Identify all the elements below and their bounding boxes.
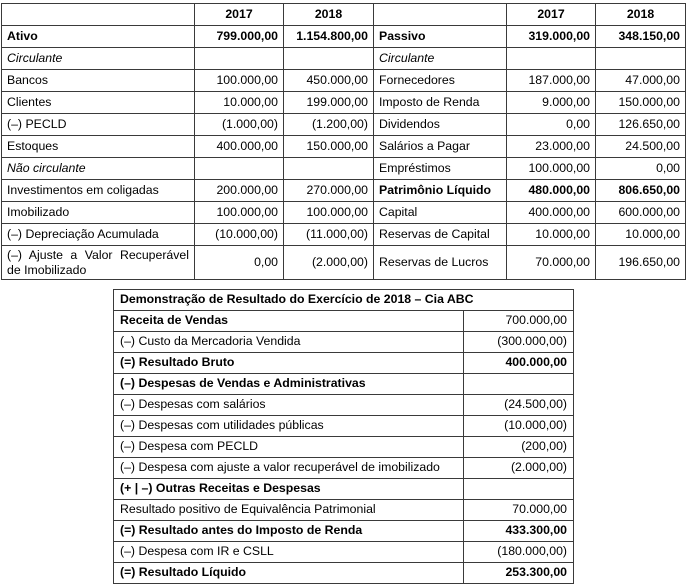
asset-value-2018-cell: (11.000,00) [284,224,374,246]
income-statement-row [114,395,574,416]
income-statement-description-cell: (=) Resultado Bruto [114,353,464,374]
income-statement-row [114,542,574,563]
asset-value-2018-cell: 270.000,00 [284,180,374,202]
income-statement-description-cell: (–) Custo da Mercadoria Vendida [114,332,464,353]
asset-label-cell: Circulante [2,48,195,70]
balance-sheet-row [2,26,686,48]
income-statement-row [114,458,574,479]
balance-sheet-body [2,4,686,280]
income-statement-row [114,437,574,458]
asset-value-2018-cell: (2.000,00) [284,246,374,280]
income-statement-description-cell: (–) Despesa com PECLD [114,437,464,458]
income-statement-description-cell: (–) Despesas com salários [114,395,464,416]
asset-value-2018-cell: 1.154.800,00 [284,26,374,48]
balance-sheet-row [2,92,686,114]
liability-value-2018-cell: 24.500,00 [596,136,686,158]
liability-value-2017-cell: 100.000,00 [507,158,596,180]
asset-value-2018-cell: (1.200,00) [284,114,374,136]
income-statement-body [114,290,574,584]
balance-sheet-header-row [2,4,686,26]
liability-value-2017-cell: 70.000,00 [507,246,596,280]
liability-value-2018-cell: 10.000,00 [596,224,686,246]
asset-value-2017-cell: 100.000,00 [195,70,284,92]
asset-year-2017-header: 2017 [195,4,284,26]
asset-value-2018-cell: 199.000,00 [284,92,374,114]
asset-label-cell: Não circulante [2,158,195,180]
liability-value-2018-cell [596,48,686,70]
asset-label-cell: Bancos [2,70,195,92]
asset-value-2017-cell: 0,00 [195,246,284,280]
asset-value-2017-cell: 100.000,00 [195,202,284,224]
liability-label-cell: Patrimônio Líquido [374,180,507,202]
income-statement-description-cell: (=) Resultado Líquido [114,563,464,584]
income-statement-value-cell: (180.000,00) [464,542,574,563]
income-statement-value-cell [464,374,574,395]
asset-value-2017-cell: 400.000,00 [195,136,284,158]
income-statement-value-cell: (10.000,00) [464,416,574,437]
liability-label-cell: Passivo [374,26,507,48]
income-statement-description-cell: Resultado positivo de Equivalência Patrimonial [114,500,464,521]
liability-year-2017-header: 2017 [507,4,596,26]
income-statement-title-row [114,290,574,311]
income-statement-row [114,374,574,395]
income-statement-row [114,353,574,374]
balance-sheet-container [1,3,685,280]
liability-value-2018-cell: 196.650,00 [596,246,686,280]
income-statement-value-cell: (200,00) [464,437,574,458]
asset-value-2018-cell: 150.000,00 [284,136,374,158]
balance-sheet-row [2,180,686,202]
income-statement-row [114,521,574,542]
income-statement-value-cell: 70.000,00 [464,500,574,521]
asset-value-2017-cell: 10.000,00 [195,92,284,114]
liability-label-cell: Capital [374,202,507,224]
liability-value-2017-cell: 480.000,00 [507,180,596,202]
income-statement-row [114,416,574,437]
income-statement-table [113,289,574,584]
balance-sheet-row [2,48,686,70]
income-statement-row [114,563,574,584]
liability-value-2017-cell: 23.000,00 [507,136,596,158]
balance-sheet-row [2,246,686,280]
income-statement-row [114,479,574,500]
income-statement-description-cell: (–) Despesas com utilidades públicas [114,416,464,437]
income-statement-description-cell: (–) Despesa com IR e CSLL [114,542,464,563]
income-statement-value-cell: 433.300,00 [464,521,574,542]
liability-label-cell: Dividendos [374,114,507,136]
asset-label-cell: Imobilizado [2,202,195,224]
income-statement-description-cell: (–) Despesa com ajuste a valor recuperável de imobilizado [114,458,464,479]
liability-value-2018-cell: 0,00 [596,158,686,180]
asset-value-2018-cell [284,158,374,180]
liability-value-2017-cell: 400.000,00 [507,202,596,224]
asset-value-2017-cell: 799.000,00 [195,26,284,48]
income-statement-value-cell: (300.000,00) [464,332,574,353]
asset-label-cell: (–) PECLD [2,114,195,136]
liability-label-cell: Circulante [374,48,507,70]
liability-value-2018-cell: 47.000,00 [596,70,686,92]
liability-year-2018-header: 2018 [596,4,686,26]
asset-header-blank [2,4,195,26]
asset-value-2017-cell [195,48,284,70]
income-statement-title: Demonstração de Resultado do Exercício de 2018 – Cia ABC [114,290,574,311]
liability-label-cell: Reservas de Capital [374,224,507,246]
income-statement-row [114,332,574,353]
asset-value-2017-cell: 200.000,00 [195,180,284,202]
liability-value-2018-cell: 600.000,00 [596,202,686,224]
balance-sheet-table [1,3,686,280]
income-statement-row [114,311,574,332]
liability-value-2018-cell: 348.150,00 [596,26,686,48]
income-statement-container [113,289,574,584]
asset-value-2018-cell [284,48,374,70]
income-statement-description-cell: Receita de Vendas [114,311,464,332]
asset-year-2018-header: 2018 [284,4,374,26]
balance-sheet-row [2,136,686,158]
liability-label-cell: Fornecedores [374,70,507,92]
liability-label-cell: Imposto de Renda [374,92,507,114]
asset-label-cell: Clientes [2,92,195,114]
liability-value-2018-cell: 806.650,00 [596,180,686,202]
liability-value-2017-cell: 319.000,00 [507,26,596,48]
liability-label-cell: Reservas de Lucros [374,246,507,280]
liability-value-2017-cell [507,48,596,70]
liability-value-2018-cell: 126.650,00 [596,114,686,136]
income-statement-value-cell: 400.000,00 [464,353,574,374]
liability-value-2017-cell: 9.000,00 [507,92,596,114]
asset-label-cell: Ativo [2,26,195,48]
income-statement-description-cell: (=) Resultado antes do Imposto de Renda [114,521,464,542]
asset-label-cell: Estoques [2,136,195,158]
income-statement-value-cell: (24.500,00) [464,395,574,416]
income-statement-description-cell: (+ | –) Outras Receitas e Despesas [114,479,464,500]
income-statement-value-cell [464,479,574,500]
asset-value-2017-cell: (1.000,00) [195,114,284,136]
asset-value-2018-cell: 100.000,00 [284,202,374,224]
liability-value-2017-cell: 10.000,00 [507,224,596,246]
income-statement-row [114,500,574,521]
balance-sheet-row [2,158,686,180]
liability-label-cell: Salários a Pagar [374,136,507,158]
asset-value-2017-cell [195,158,284,180]
liability-value-2017-cell: 0,00 [507,114,596,136]
asset-label-cell: (–) Depreciação Acumulada [2,224,195,246]
balance-sheet-row [2,70,686,92]
liability-value-2017-cell: 187.000,00 [507,70,596,92]
balance-sheet-row [2,224,686,246]
income-statement-value-cell: (2.000,00) [464,458,574,479]
liability-header-blank [374,4,507,26]
balance-sheet-row [2,114,686,136]
liability-value-2018-cell: 150.000,00 [596,92,686,114]
income-statement-description-cell: (–) Despesas de Vendas e Administrativas [114,374,464,395]
asset-value-2018-cell: 450.000,00 [284,70,374,92]
liability-label-cell: Empréstimos [374,158,507,180]
income-statement-value-cell: 253.300,00 [464,563,574,584]
asset-label-cell: Investimentos em coligadas [2,180,195,202]
balance-sheet-row [2,202,686,224]
asset-value-2017-cell: (10.000,00) [195,224,284,246]
asset-label-cell: (–) Ajuste a Valor Recuperável de Imobilizado [2,246,195,280]
income-statement-value-cell: 700.000,00 [464,311,574,332]
